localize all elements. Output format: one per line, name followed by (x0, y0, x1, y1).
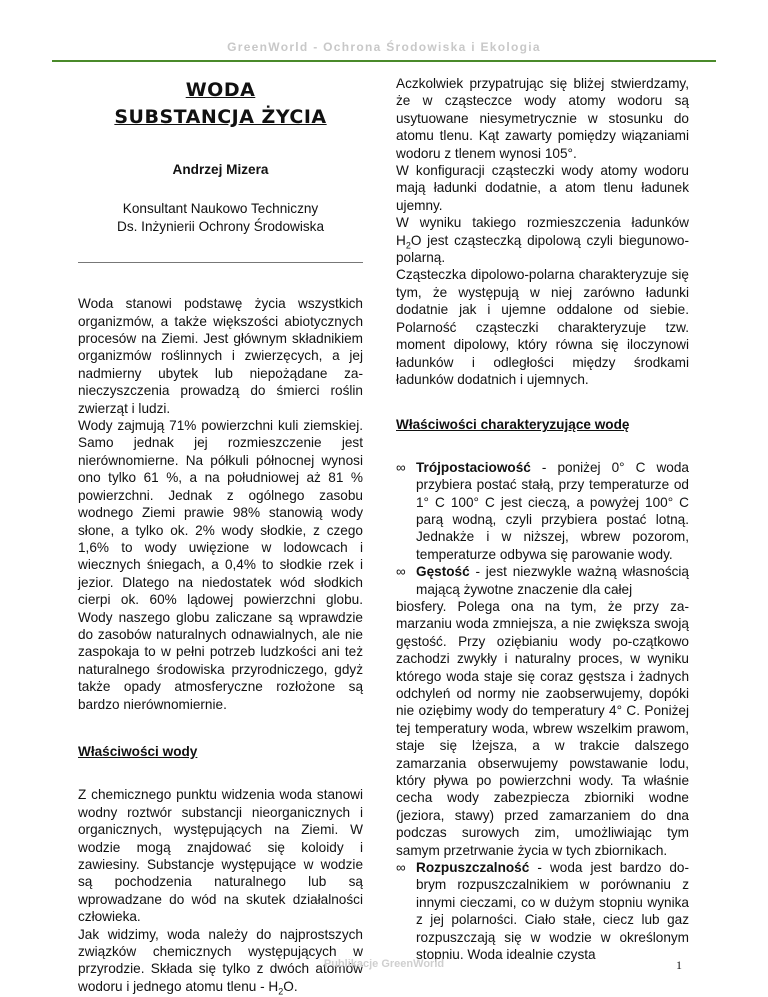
desc-rozpuszczalnosc: - woda jest bardzo do-brym rozpuszczalnikiem w porównaniu z innymi cieczami, co w dużym stopniu wynika z jej polarności. Ciało stałe, ciecz lub gaz rozpuszczają się w wodzie w określonym stopniu. Woda idealnie czysta (416, 860, 689, 963)
title-line-1: WODA (185, 79, 256, 101)
list-item-rozpuszczalnosc (396, 859, 689, 963)
right-column (396, 75, 689, 964)
affiliation-line-2: Ds. Inżynierii Ochrony Środowiska (117, 218, 324, 234)
header-rule (52, 60, 716, 62)
desc-gestosc: - jest niezwykle ważną własnością mającą żywotne znaczenie dla całej (416, 564, 689, 597)
formula-subscript: 2 (278, 986, 284, 997)
density-continuation: biosfery. Polega ona na tym, że przy za-marzaniu woda zmniejsza, a nie zwiększa swoją gęstość. Przy oziębianiu wody po-czątkowo zachodzi zwykły i naturalny proces, w wyniku którego woda staje się coraz gęstsza i żadnych odchyleń od normy nie zaobserwujemy, dopóki nie oziębimy wody do temperatury 4° C. Poniżej tej temperatury woda, wbrew wszelkim prawom, staje się lżejsza, a w trakcie dalszego zamarzania obserwujemy powstawanie lodu, który pływa po powierzchni wody. Ta właśnie cecha wody zabezpiecza zbiorniki wodne (jeziora, stawy) przed zamarzaniem do dna podczas surowych zim, umożliwiając tym samym przetrwanie życia w tych zbiornikach. (396, 598, 689, 858)
infinity-bullet-icon: ∞ (396, 459, 406, 475)
dipole-definition-paragraph: Cząsteczka dipolowo-polarna charakteryzuje się tym, że występują w niej zarówno ładunki dodatnie jak i ujemne oddalone od siebie. Polarność cząsteczki charakteryzuje tzw. moment dipolowy, który równa się iloczynowi ładunków i odległości między środkami ładunków dodatnich i ujemnych. (396, 267, 689, 387)
dipole-paragraph (396, 214, 689, 266)
dipole-subscript: 2 (405, 240, 411, 251)
infinity-bullet-icon: ∞ (396, 860, 406, 876)
term-rozpuszczalnosc: Rozpuszczalność (416, 860, 530, 876)
configuration-paragraph: W konfiguracji cząsteczki wody atomy wodoru mają ładunki dodatnie, a atom tlenu ładunek ujemny. (396, 163, 689, 213)
title-line-2: SUBSTANCJA ŻYCIA (114, 106, 327, 128)
section-divider (78, 262, 363, 263)
term-trojpostaciowosc: Trójpostaciowość (416, 459, 531, 475)
author-affiliation (78, 200, 363, 235)
formula-tail: O. (283, 978, 298, 994)
author-name: Andrzej Mizera (172, 162, 269, 177)
page-number: 1 (676, 958, 682, 972)
running-header: GreenWorld - Ochrona Środowiska i Ekologia (227, 40, 541, 54)
article-title (78, 77, 363, 131)
properties-list (396, 459, 689, 598)
properties-list-cont (396, 859, 689, 963)
list-item-trojpostaciowosc (396, 459, 689, 563)
simplest-text: Jak widzimy, woda należy do najprostszych związków chemicznych występujących w przyrodzie. Składa się tylko z dwóch atomów wodoru i jednego atomu tlenu - H (78, 926, 363, 994)
left-column (78, 75, 363, 995)
infinity-bullet-icon: ∞ (396, 564, 406, 580)
list-item-gestosc (396, 563, 689, 598)
footer-publication: Publikacje GreenWorld (323, 958, 445, 970)
dipole-suffix: O jest cząsteczką dipolową czyli biegunowo-polarną. (396, 232, 689, 266)
term-gestosc: Gęstość (416, 564, 470, 580)
desc-trojpostaciowosc: - poniżej 0° C woda przybiera postać stałą, przy temperaturze od 1° C 100° C jest cieczą, a powyżej 100° C parą wodną, czyli przybiera postać lotną. Jednakże i w niższej, wbrew pozorom, temperaturze odbywa się parowanie wody. (416, 459, 689, 562)
distribution-paragraph: Wody zajmują 71% powierzchni kuli ziemskiej. Samo jednak jej rozmieszczenie jest nierównomierne. Na półkuli północnej wynosi ono tylko 61 %, a na południowej aż 81 % powierzchni. Jednak z ogólnego zasobu wodnego Ziemi prawie 98% stanowią wody słone, a tylko ok. 2% wody słodkie, z czego 1,6% to wody uwięzione w lodowcach i wiecznych śniegach, a 0,4% to słodkie rzek i jezior. Dlatego na niedostatek wód słodkich cierpi ok. 60% lądowej powierzchni globu. Wody naszego globu zaliczane są wprawdzie do zasobów naturalnych odnawialnych, ale nie zaspokaja to w pełni potrzeb ludzkości ani też naturalnego środowiska przyrodniczego, gdyż także opady atmosferyczne rozłożone są bardzo nierównomiernie. (78, 418, 363, 712)
intro-paragraph: Woda stanowi podstawę życia wszystkich organizmów, a także większości abiotycznych procesów na Ziemi. Jest głównym składnikiem organizmów roślinnych i zwierzęcych, a jej nadmierny ubytek lub niepożądane za-nieczyszczenia prowadzą do śmierci roślin zwierząt i ludzi. (78, 296, 363, 416)
asymmetry-paragraph: Aczkolwiek przypatrując się bliżej stwierdzamy, że w cząsteczce wody atomy wodoru są usytuowane niesymetrycznie w stosunku do atomu tlenu. Kąt zawarty pomiędzy wiązaniami wodoru z tlenem wynosi 105°. (396, 76, 689, 161)
heading-wlasciwosci-charakteryzujace: Właściwości charakteryzujące wodę (396, 417, 630, 433)
dipole-prefix: W wyniku takiego rozmieszczenia ładunków H (396, 215, 689, 248)
properties-paragraph: Z chemicznego punktu widzenia woda stanowi wodny roztwór substancji nieorganicznych i organicznych, występujących na Ziemi. W wodzie mogą znajdować się koloidy i zawiesiny. Substancje występujące w wodzie są pochodzenia naturalnego lub są wprowadzane do wód na skutek działalności człowieka. (78, 787, 363, 925)
affiliation-line-1: Konsultant Naukowo Techniczny (122, 201, 319, 217)
heading-wlasciwosci-wody: Właściwości wody (78, 743, 198, 759)
